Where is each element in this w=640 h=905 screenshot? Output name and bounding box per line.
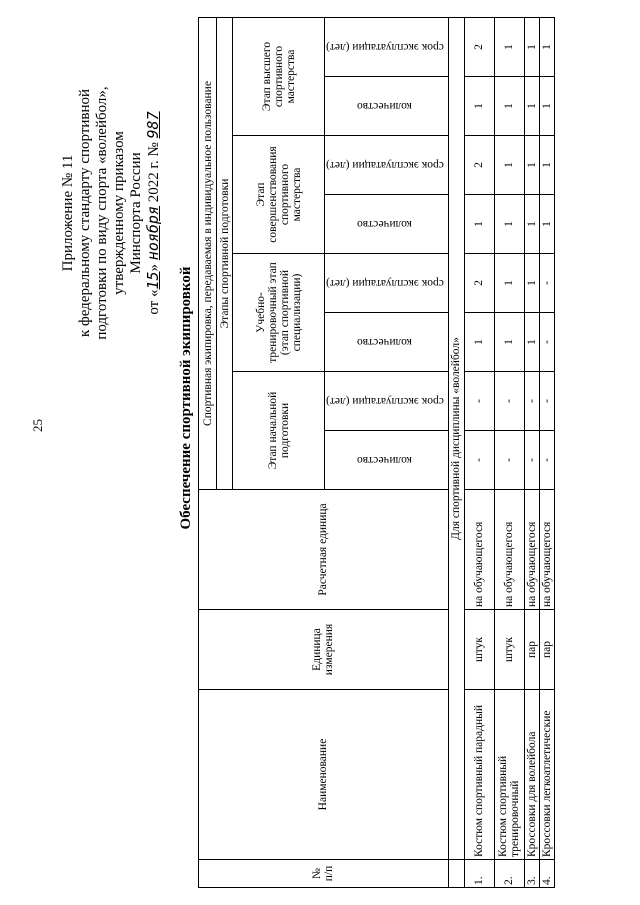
row-value: 1 bbox=[539, 136, 554, 195]
header-stages: Этапы спортивной подготовки bbox=[217, 17, 233, 489]
header-num: № п/п bbox=[199, 860, 449, 888]
appendix-line: утвержденному приказом bbox=[111, 131, 127, 295]
row-value: 1 bbox=[524, 136, 539, 195]
header-term: срок эксплуатации (лет) bbox=[325, 372, 449, 431]
rotated-sheet bbox=[60, 18, 580, 888]
row-num: 3. bbox=[524, 860, 539, 888]
equipment-table bbox=[198, 17, 555, 888]
row-num: 4. bbox=[539, 860, 554, 888]
appendix-line: к федеральному стандарту спортивной bbox=[77, 88, 93, 338]
row-unit: штук bbox=[464, 610, 494, 690]
row-calc: на обучающегося bbox=[494, 490, 524, 610]
appendix-block bbox=[60, 8, 163, 418]
row-value: - bbox=[464, 372, 494, 431]
row-value: - bbox=[524, 372, 539, 431]
row-value: 1 bbox=[524, 313, 539, 372]
row-calc: на обучающегося bbox=[524, 490, 539, 610]
table-row bbox=[464, 17, 494, 887]
row-num: 1. bbox=[464, 860, 494, 888]
section-spacer bbox=[448, 860, 464, 888]
section-title: Для спортивной дисциплины «волейбол» bbox=[448, 17, 464, 859]
row-value: 1 bbox=[539, 195, 554, 254]
row-value: 1 bbox=[524, 254, 539, 313]
row-value: 1 bbox=[494, 195, 524, 254]
table-row bbox=[539, 17, 554, 887]
table-row bbox=[494, 17, 524, 887]
row-value: - bbox=[539, 372, 554, 431]
document-title: Обеспечение спортивной экипировкой bbox=[178, 266, 194, 530]
row-name: Кроссовки для волейбола bbox=[524, 690, 539, 860]
row-calc: на обучающегося bbox=[539, 490, 554, 610]
header-term: срок эксплуатации (лет) bbox=[325, 17, 449, 76]
row-unit: пар bbox=[539, 610, 554, 690]
header-qty: количество bbox=[325, 77, 449, 136]
handwritten-number: 987 bbox=[144, 111, 162, 139]
row-value: 1 bbox=[494, 77, 524, 136]
row-name: Костюм спортивный парадный bbox=[464, 690, 494, 860]
row-value: - bbox=[494, 431, 524, 490]
row-value: - bbox=[464, 431, 494, 490]
row-value: - bbox=[539, 431, 554, 490]
row-value: 1 bbox=[524, 77, 539, 136]
row-value: 2 bbox=[464, 254, 494, 313]
header-stage-2: Учебно-тренировочный этап (этап спортивной специализации) bbox=[233, 254, 325, 372]
header-qty: количество bbox=[325, 313, 449, 372]
row-name: Кроссовки легкоатлетические bbox=[539, 690, 554, 860]
row-value: 1 bbox=[464, 77, 494, 136]
appendix-line: Приложение № 11 bbox=[60, 154, 76, 272]
header-stage-4: Этап высшего спортивного мастерства bbox=[233, 17, 325, 135]
row-calc: на обучающегося bbox=[464, 490, 494, 610]
header-stage-1: Этап начальной подготовки bbox=[233, 372, 325, 490]
row-value: 1 bbox=[494, 254, 524, 313]
header-unit: Единица измерения bbox=[199, 610, 449, 690]
header-term: срок эксплуатации (лет) bbox=[325, 254, 449, 313]
row-value: - bbox=[494, 372, 524, 431]
row-value: - bbox=[539, 254, 554, 313]
header-calc: Расчетная единица bbox=[199, 490, 449, 610]
row-value: 1 bbox=[539, 17, 554, 76]
page-number: 25 bbox=[30, 419, 45, 432]
row-value: 1 bbox=[464, 313, 494, 372]
row-value: - bbox=[539, 313, 554, 372]
row-value: 1 bbox=[464, 195, 494, 254]
row-name: Костюм спортивный тренировочный bbox=[494, 690, 524, 860]
header-stage-3: Этап совершенствования спортивного мастерства bbox=[233, 136, 325, 254]
appendix-line: подготовки по виду спорта «волейбол», bbox=[94, 86, 110, 340]
header-qty: количество bbox=[325, 195, 449, 254]
header-group: Спортивная экипировка, передаваемая в индивидуальное пользование bbox=[199, 17, 217, 489]
header-name: Наименование bbox=[199, 690, 449, 860]
header-qty: количество bbox=[325, 431, 449, 490]
row-value: 1 bbox=[494, 313, 524, 372]
row-value: 1 bbox=[539, 77, 554, 136]
appendix-date: от «15» ноября 2022 г. № 987 bbox=[144, 111, 162, 315]
header-term: срок эксплуатации (лет) bbox=[325, 136, 449, 195]
row-value: 1 bbox=[494, 17, 524, 76]
row-unit: пар bbox=[524, 610, 539, 690]
row-num: 2. bbox=[494, 860, 524, 888]
row-value: 1 bbox=[524, 195, 539, 254]
handwritten-month: ноября bbox=[144, 206, 162, 261]
table-row bbox=[524, 17, 539, 887]
row-value: - bbox=[524, 431, 539, 490]
row-value: 2 bbox=[464, 17, 494, 76]
row-value: 2 bbox=[464, 136, 494, 195]
handwritten-day: 15 bbox=[144, 271, 162, 290]
appendix-line: Минспорта России bbox=[128, 152, 144, 274]
row-unit: штук bbox=[494, 610, 524, 690]
row-value: 1 bbox=[524, 17, 539, 76]
row-value: 1 bbox=[494, 136, 524, 195]
